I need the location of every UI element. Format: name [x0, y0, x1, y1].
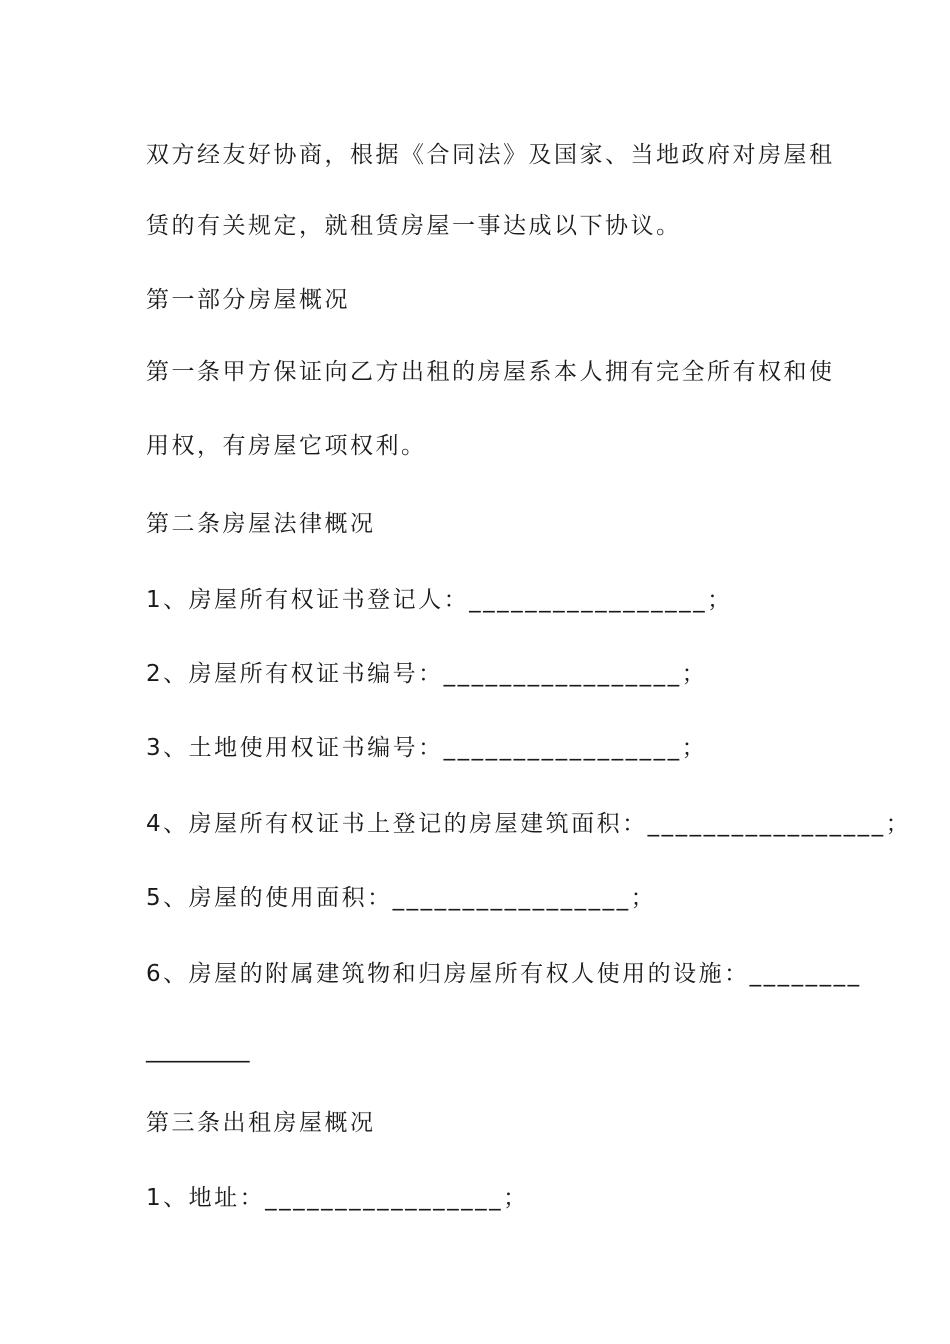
article-1-line-1: 第一条甲方保证向乙方出租的房屋系本人拥有完全所有权和使	[146, 359, 835, 385]
article-2-heading: 第二条房屋法律概况	[146, 511, 376, 537]
section-heading-part-1: 第一部分房屋概况	[146, 287, 350, 313]
item-building-area: 4、房屋所有权证书上登记的房屋建筑面积：_________________；	[146, 811, 912, 837]
paragraph-line-intro-1: 双方经友好协商，根据《合同法》及国家、当地政府对房屋租	[146, 142, 835, 168]
article-3-heading: 第三条出租房屋概况	[146, 1110, 376, 1136]
item-certificate-number: 2、房屋所有权证书编号：_________________；	[146, 661, 708, 687]
item-address: 1、地址：_________________；	[146, 1185, 529, 1211]
item-ancillary-facilities-continued: _________	[146, 1037, 250, 1063]
paragraph-line-intro-2: 赁的有关规定，就租赁房屋一事达成以下协议。	[146, 213, 682, 239]
item-land-certificate-number: 3、土地使用权证书编号：_________________；	[146, 735, 708, 761]
item-usable-area: 5、房屋的使用面积：_________________；	[146, 885, 657, 911]
item-registrant: 1、房屋所有权证书登记人：_________________；	[146, 587, 733, 613]
item-ancillary-facilities: 6、房屋的附属建筑物和归房屋所有权人使用的设施：________	[146, 961, 862, 987]
article-1-line-2: 用权，有房屋它项权利。	[146, 433, 427, 459]
